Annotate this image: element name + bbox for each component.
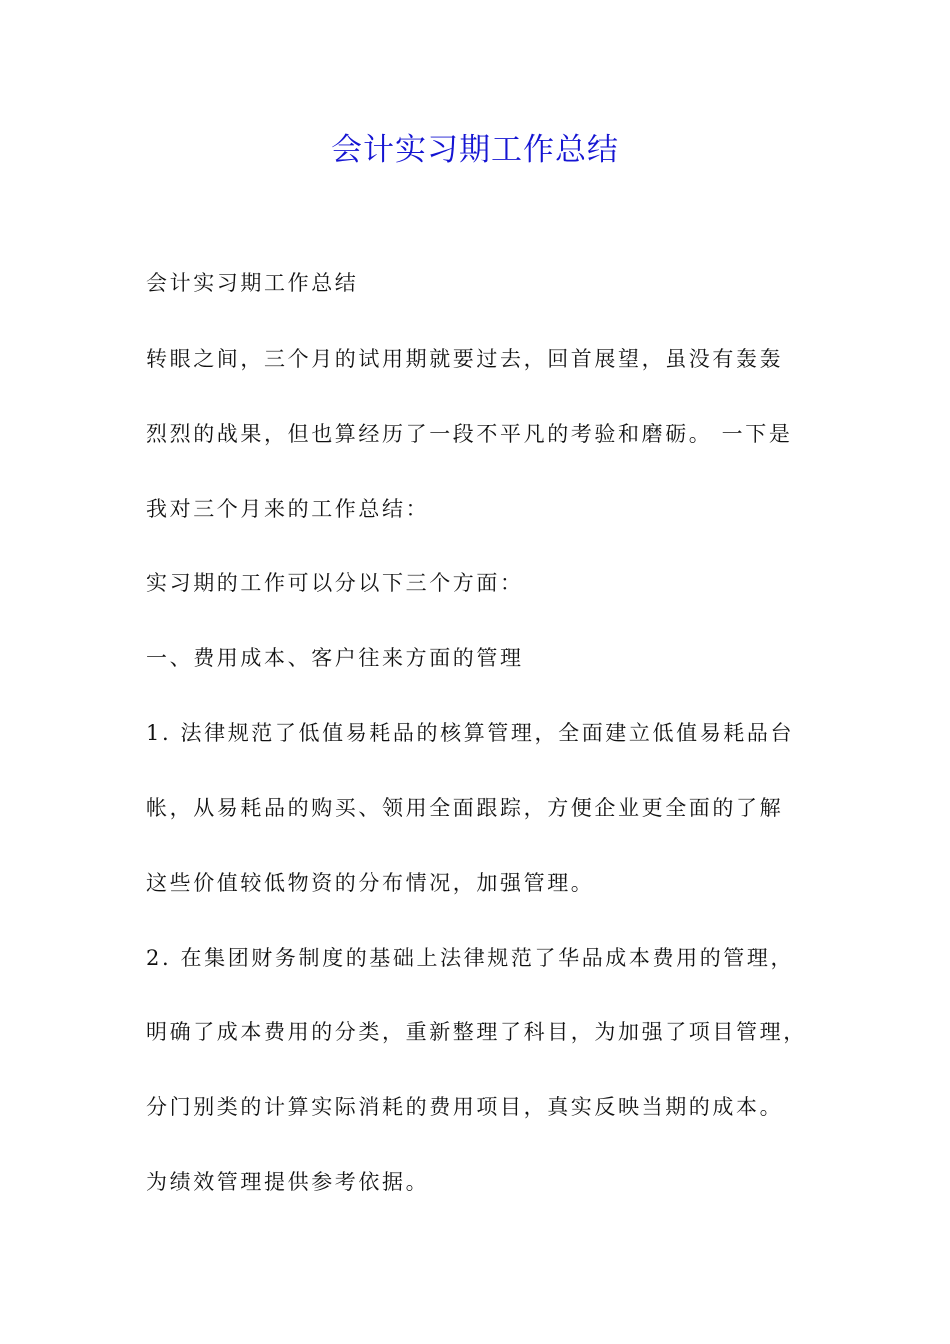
body-line: 2. 在集团财务制度的基础上法律规范了华品成本费用的管理， — [146, 946, 795, 970]
body-line: 明确了成本费用的分类，重新整理了科目，为加强了项目管理， — [146, 1020, 807, 1044]
body-line: 1. 法律规范了低值易耗品的核算管理，全面建立低值易耗品台 — [146, 721, 795, 745]
body-line: 转眼之间，三个月的试用期就要过去，回首展望，虽没有轰轰 — [146, 347, 784, 371]
body-line: 分门别类的计算实际消耗的费用项目，真实反映当期的成本。 — [146, 1095, 784, 1119]
body-line: 为绩效管理提供参考依据。 — [146, 1170, 430, 1194]
body-line: 会计实习期工作总结 — [146, 271, 359, 295]
body-line: 我对三个月来的工作总结： — [146, 497, 430, 521]
body-line: 这些价值较低物资的分布情况，加强管理。 — [146, 871, 595, 895]
body-line: 帐，从易耗品的购买、领用全面跟踪，方便企业更全面的了解 — [146, 796, 784, 820]
body-line: 实习期的工作可以分以下三个方面： — [146, 571, 524, 595]
section-heading: 一、费用成本、客户往来方面的管理 — [146, 646, 524, 670]
document-title: 会计实习期工作总结 — [331, 132, 619, 168]
body-line: 烈烈的战果，但也算经历了一段不平凡的考验和磨砺。 一下是 — [146, 422, 793, 446]
